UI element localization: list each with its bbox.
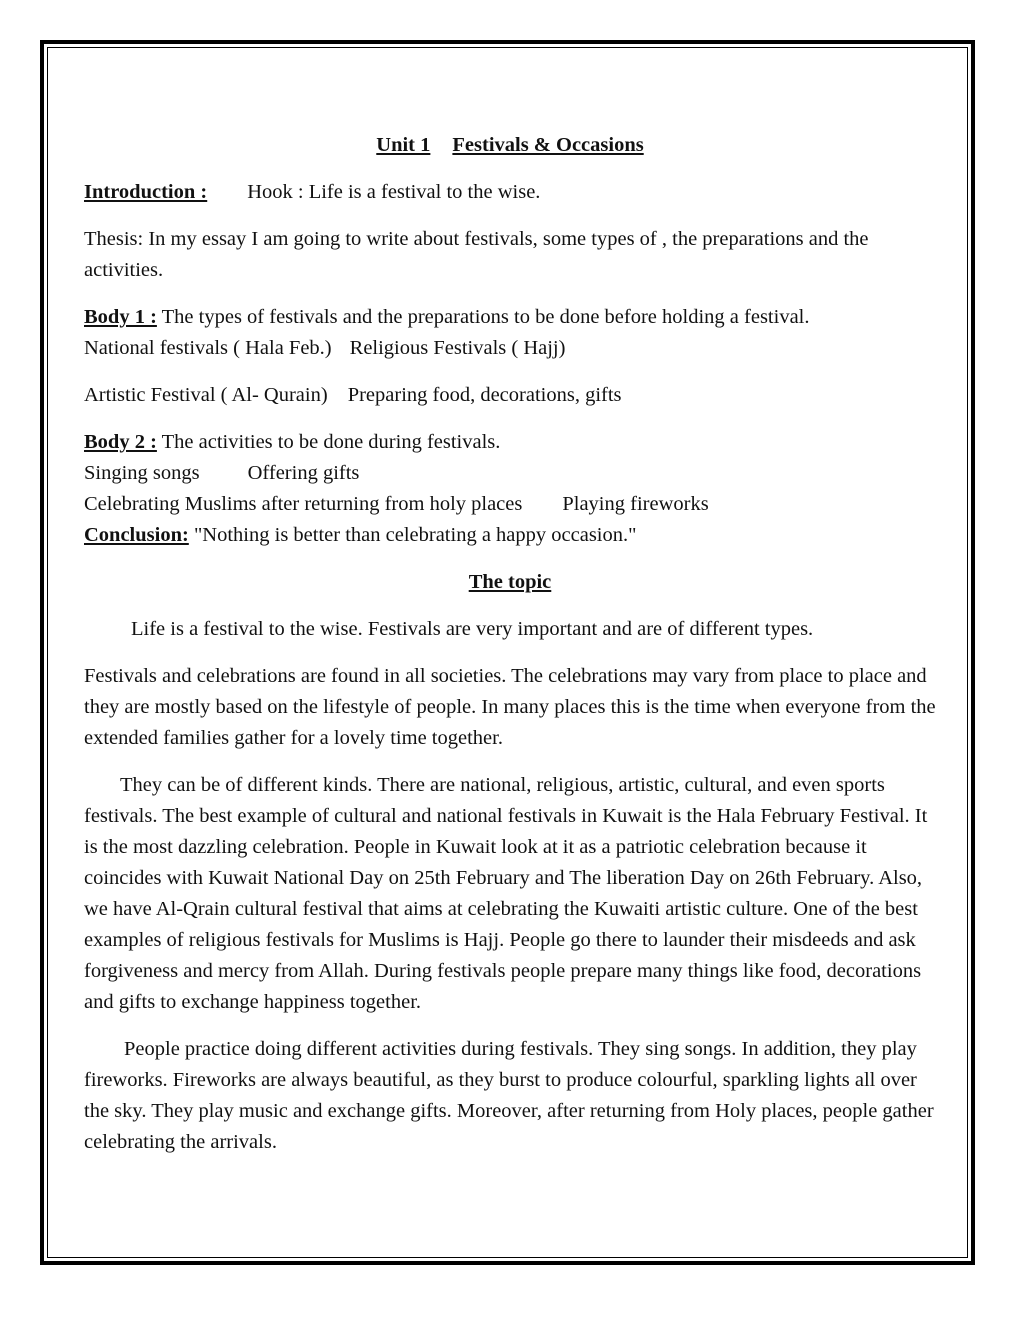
document-content [84,130,936,1158]
body1-religious: Religious Festivals ( Hajj) [349,337,566,359]
topic-paragraph-4: People practice doing different activities during festivals. They sing songs. In addition, they play fireworks. Fireworks are always beautiful, as they burst to produce colourful, sparkling lights all over the sky. They play music and exchange gifts. Moreover, after returning from Holy places, people gather celebrating the arrivals. [84,1038,934,1153]
page-title [84,130,936,161]
body2-celebrating: Celebrating Muslims after returning from holy places [84,493,523,515]
body1-label: Body 1 : [84,306,157,328]
body1-line2 [84,333,936,364]
body2-fireworks: Playing fireworks [562,493,709,515]
body2-offering: Offering gifts [247,462,360,484]
body1-artistic: Artistic Festival ( Al- Qurain) [84,384,328,406]
body2-label: Body 2 : [84,431,157,453]
body2-text: The activities to be done during festivals. [156,431,501,453]
conclusion-text: "Nothing is better than celebrating a happy occasion." [188,524,637,546]
topic-heading: The topic [468,571,552,593]
topic-paragraph-2: Festivals and celebrations are found in all societies. The celebrations may vary from place to place and they are mostly based on the lifestyle of people. In many places this is the time when everyone from the extended families gather for a lovely time together. [84,665,936,749]
unit-name: Festivals & Occasions [452,134,644,156]
topic-paragraph-3: They can be of different kinds. There are national, religious, artistic, cultural, and even sports festivals. The best example of cultural and national festivals in Kuwait is the Hala February Festival. It is the most dazzling celebration. People in Kuwait look at it as a patriotic celebration because it coincides with Kuwait National Day on 25th February and The liberation Day on 26th February. Also, we have Al-Qrain cultural festival that aims at celebrating the Kuwaiti artistic culture. One of the best examples of religious festivals for Muslims is Hajj. People go there to launder their misdeeds and ask forgiveness and mercy from Allah. During festivals people prepare many things like food, decorations and gifts to exchange happiness together. [84,774,928,1013]
conclusion-line [84,520,936,551]
conclusion-label: Conclusion: [84,524,189,546]
thesis-text: Thesis: In my essay I am going to write about festivals, some types of , the preparations and the activities. [84,228,869,281]
body1-preparing: Preparing food, decorations, gifts [347,384,622,406]
body2-line [84,427,936,458]
body2-line3 [84,489,936,520]
body1-line [84,302,936,333]
unit-label: Unit 1 [376,134,431,156]
body2-singing: Singing songs [84,462,200,484]
intro-label: Introduction : [84,181,208,203]
intro-line [84,177,936,208]
hook-text: Hook : Life is a festival to the wise. [247,181,541,203]
body1-text: The types of festivals and the preparations to be done before holding a festival. [156,306,810,328]
body2-line2 [84,458,936,489]
body1-national: National festivals ( Hala Feb.) [84,337,332,359]
body1-line3 [84,380,936,411]
topic-paragraph-1: Life is a festival to the wise. Festivals are very important and are of different types. [131,618,814,640]
